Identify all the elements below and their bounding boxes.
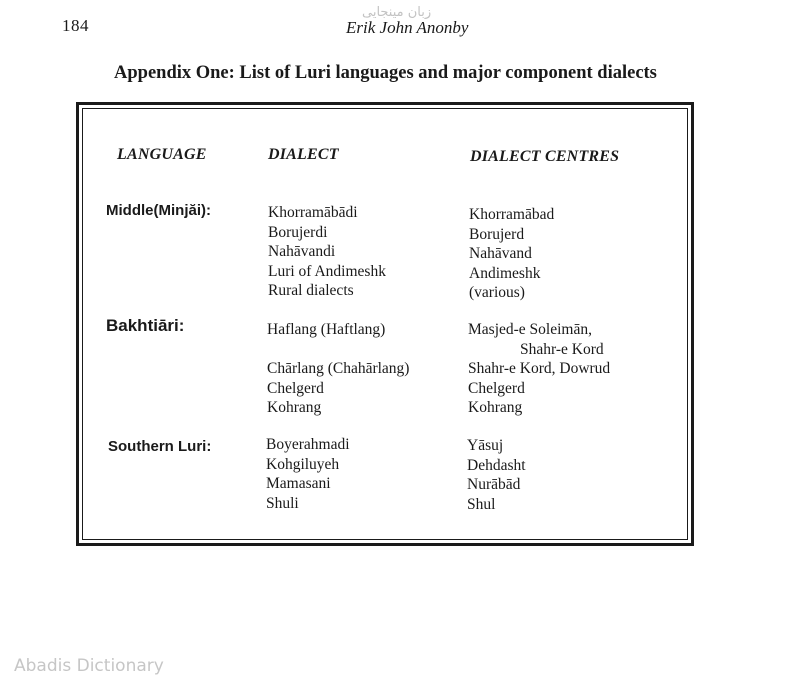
dialect-item: Kohrang	[267, 399, 322, 416]
centre-item: Andimeshk	[469, 264, 541, 282]
column-header-language: LANGUAGE	[117, 146, 207, 163]
centre-item: Dehdasht	[467, 456, 526, 474]
dialect-item: Rural dialects	[268, 282, 354, 299]
page-number: 184	[62, 16, 89, 35]
language-southern-luri: Southern Luri:	[108, 438, 212, 455]
dialect-item: Boyerahmadi	[266, 436, 350, 453]
centre-item: Borujerd	[469, 225, 525, 243]
dialect-item: Borujerdi	[268, 223, 328, 241]
centre-item: Kohrang	[468, 399, 523, 416]
dialect-item: Nahāvandi	[268, 243, 336, 260]
centre-list-middle	[469, 205, 554, 303]
dialect-list-bakhtiari	[267, 320, 409, 418]
appendix-title: Appendix One: List of Luri languages and major component dialects	[114, 63, 657, 83]
centre-list-bakhtiari	[468, 320, 610, 418]
watermark-text-bottom: Abadis Dictionary	[14, 656, 164, 676]
dialect-item-blank	[267, 340, 409, 360]
language-middle: Middle(Minjăi):	[106, 202, 211, 219]
running-head: Erik John Anonby	[346, 18, 469, 37]
dialect-item: Khorramābādi	[268, 204, 358, 221]
dialect-list-southern-luri	[266, 435, 350, 513]
dialect-list-middle	[268, 203, 386, 301]
centre-item-continued: Shahr-e Kord	[520, 340, 604, 358]
dialect-item: Shuli	[266, 494, 299, 512]
dialect-item: Chelgerd	[267, 379, 324, 397]
centre-item: Shul	[467, 495, 496, 513]
language-bakhtiari: Bakhtiāri:	[106, 316, 185, 335]
centre-item: Nahāvand	[469, 245, 532, 262]
centre-item: Masjed-e Soleimān,	[468, 321, 592, 338]
column-header-dialect: DIALECT	[268, 146, 339, 163]
centre-item: Chelgerd	[468, 379, 525, 397]
centre-item: (various)	[469, 284, 525, 301]
dialect-item: Haflang (Haftlang)	[267, 321, 386, 338]
centre-item: Khorramābad	[469, 206, 555, 223]
dialect-item: Kohgiluyeh	[266, 455, 340, 473]
dialect-item: Chārlang (Chahārlang)	[267, 360, 410, 377]
column-header-dialect-centres: DIALECT CENTRES	[470, 148, 620, 165]
dialect-item: Mamasani	[266, 475, 331, 492]
centre-item: Nurābād	[467, 476, 521, 493]
watermark-text-top: زبان مینجایی	[362, 5, 432, 20]
centre-item: Shahr-e Kord, Dowrud	[468, 360, 611, 377]
centre-list-southern-luri	[467, 436, 526, 514]
dialect-item: Luri of Andimeshk	[268, 262, 386, 280]
centre-item: Yāsuj	[467, 437, 504, 454]
